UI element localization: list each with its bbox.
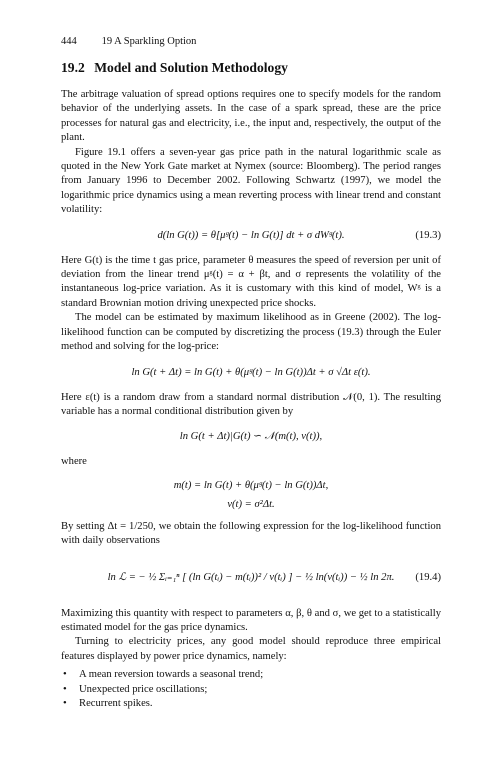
paragraph-5: Here ε(t) is a random draw from a standard normal distribution 𝒩(0, 1). The resulting variable has a normal conditional distribution given by <box>61 391 441 417</box>
equation-19-3-tag: (19.3) <box>415 229 441 241</box>
paragraph-6: where <box>61 456 87 468</box>
paragraph-7: By setting Δt = 1/250, we obtain the following expression for the log-likelihood function with daily observations <box>61 520 441 547</box>
running-head <box>61 36 441 50</box>
equation-conditional <box>61 428 441 446</box>
paragraph-8: Maximizing this quantity with respect to parameters α, β, θ and σ, we get to a statistically estimated model for the gas price dynamics. <box>61 607 441 633</box>
page-number: 444 <box>61 36 77 47</box>
running-title: 19 A Sparkling Option <box>101 36 197 47</box>
equation-euler-body: ln G(t + Δt) = ln G(t) + θ(μᵍ(t) − ln G(t))Δt + σ √Δt ε(t). <box>131 366 371 378</box>
equation-conditional-body: ln G(t + Δt)|G(t) ∽ 𝒩(m(t), v(t)), <box>179 431 323 443</box>
equation-19-4-body: ln ℒ = − ½ Σᵢ₌₁ⁿ [ (ln G(tᵢ) − m(tᵢ))² / v(tᵢ) ] − ½ ln(v(tᵢ)) − ½ ln 2π. <box>107 571 395 583</box>
paragraph-1: The arbitrage valuation of spread options requires one to specify models for the random behavior of the underlying assets. In the case of a spark spread, these are the price processes for natural gas and electricity, i.e., the input and, respectively, the output of the plant. <box>61 89 441 144</box>
paragraph-2: Figure 19.1 offers a seven-year gas price path in the natural logarithmic scale as quoted in the New York Gate market at Nymex (source: Bloomberg). The period ranges from January 1996 to December 2002. Following Schwartz (1997), we model the logarithmic price dynamics using a mean reverting process with linear trend and constant volatility: <box>61 146 441 216</box>
paragraph-4: The model can be estimated by maximum likelihood as in Greene (2002). The log-likelihood function can be computed by discretizing the process (19.3) through the Euler method and solving for the log-price: <box>61 312 441 353</box>
equation-19-4 <box>61 558 441 598</box>
list-item: • Unexpected price oscillations; <box>61 683 441 697</box>
equation-19-3 <box>61 227 441 245</box>
list-item: • Recurrent spikes. <box>61 697 441 711</box>
equation-19-4-tag: (19.4) <box>415 571 441 583</box>
list-item: • A mean reversion towards a seasonal trend; <box>61 668 441 682</box>
equation-mean: m(t) = ln G(t) + θ(μᵍ(t) − ln G(t))Δt, <box>173 479 329 491</box>
equation-euler <box>61 364 441 382</box>
section-heading <box>61 60 441 76</box>
paragraph-9: Turning to electricity prices, any good model should reproduce three empirical features displayed by power price dynamics, namely: <box>61 636 441 662</box>
equation-19-3-body: d(ln G(t)) = θ[μᵍ(t) − ln G(t)] dt + σ dWᵍ(t). <box>157 229 345 241</box>
content <box>61 36 441 711</box>
equation-moments <box>61 476 441 514</box>
section-title: Model and Solution Methodology <box>94 60 288 75</box>
feature-list <box>61 668 441 711</box>
equation-variance: v(t) = σ²Δt. <box>227 498 275 510</box>
paragraph-3: Here G(t) is the time t gas price, parameter θ measures the speed of reversion per unit of deviation from the linear trend μᵍ(t) = α + βt, and σ represents the volatility of the instantaneous log-price variation. As it is customary with this kind of model, Wᵍ is a standard Brownian motion driving unexpected price shocks. <box>61 254 441 309</box>
section-number: 19.2 <box>61 60 85 75</box>
